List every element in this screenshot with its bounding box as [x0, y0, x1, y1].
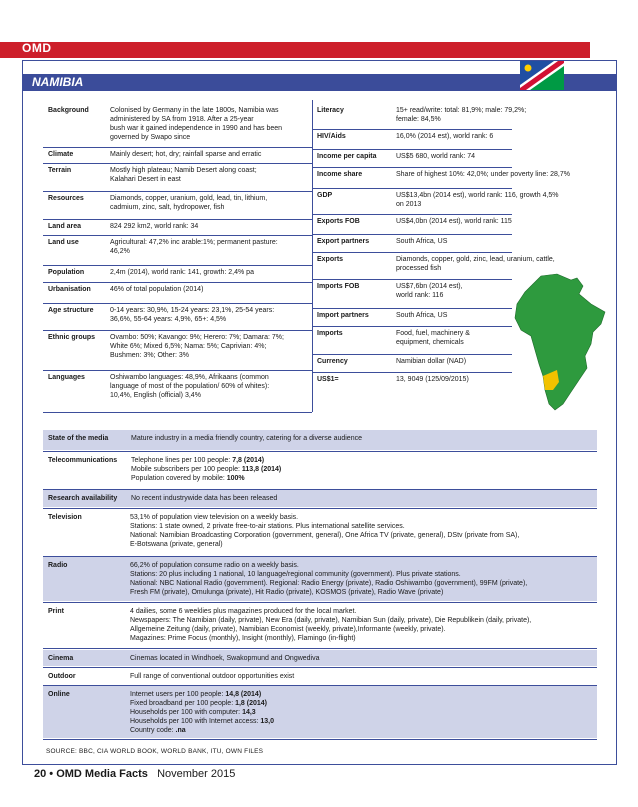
media-value: 66,2% of population consume radio on a weekly basis. Stations: 20 plus including 1 national, 10 language/regional community (government). Plus private stations. National: NBC National Radio (government). Regional: Radio Energy (private), Radio Oshiwambo (government), 99FM (private), Fresh FM (private), Omulunga (private), Hit Radio (private), KOSMOS (private), Radio Wave (private): [130, 562, 528, 596]
left-table-label: Urbanisation: [48, 286, 91, 293]
right-table-value: US$4,0bn (2014 est), world rank: 115: [396, 218, 512, 225]
left-table-label: Land area: [48, 223, 82, 230]
right-table-value: Food, fuel, machinery & equipment, chemicals: [396, 330, 470, 346]
right-table-label: GDP: [317, 192, 333, 199]
media-value: [131, 456, 596, 483]
page-footer: [34, 768, 235, 780]
row-divider: [312, 167, 512, 168]
media-line-label: Households per 100 with computer:: [130, 709, 243, 716]
row-divider: [43, 303, 312, 304]
media-line-value: 7,8 (2014): [232, 457, 265, 464]
left-table-label: Terrain: [48, 167, 72, 174]
left-table-label: Population: [48, 269, 85, 276]
media-label: Research availability: [48, 495, 118, 502]
left-table-value: Mostly high plateau; Namib Desert along coast; Kalahari Desert in east: [110, 167, 257, 183]
left-table-value: 46% of total population (2014): [110, 286, 204, 293]
country-title: NAMIBIA: [32, 75, 84, 89]
left-table-value: Colonised by Germany in the late 1800s, Namibia was administered by SA from 1918. After a 25-year bush war it gained independence in 1990 and has been governed by Swapo since: [110, 107, 283, 141]
namibia-flag-icon: [520, 61, 564, 90]
right-table-value: 16,0% (2014 est), world rank: 6: [396, 133, 494, 140]
media-line-value: .na: [175, 727, 186, 734]
media-label: Telecommunications: [48, 457, 118, 464]
row-divider: [312, 372, 512, 373]
right-table-label: Export partners: [317, 238, 370, 245]
row-divider: [43, 147, 312, 148]
row-divider: [43, 648, 597, 649]
row-divider: [312, 188, 512, 189]
left-table-label: Background: [48, 107, 89, 114]
right-table-value: Share of highest 10%: 42,0%; under poverty line: 28,7%: [396, 171, 570, 178]
right-table-value: 13, 9049 (125/09/2015): [396, 376, 469, 383]
media-line-label: Population covered by mobile:: [131, 475, 227, 482]
column-divider: [312, 100, 313, 412]
media-line-label: Mobile subscribers per 100 people:: [131, 466, 242, 473]
right-table-label: Literacy: [317, 107, 344, 114]
media-line-label: Country code:: [130, 727, 176, 734]
media-line-value: 14,8 (2014): [225, 691, 262, 698]
left-table-label: Ethnic groups: [48, 334, 96, 341]
row-divider: [312, 354, 512, 355]
right-table-label: US$1=: [317, 376, 339, 383]
media-line-label: Households per 100 with Internet access:: [130, 718, 261, 725]
right-table-label: Income share: [317, 171, 363, 178]
row-divider: [43, 739, 597, 740]
right-table-value: US$13,4bn (2014 est), world rank: 116, growth 4,5% on 2013: [396, 192, 559, 208]
media-label: State of the media: [48, 435, 109, 442]
right-table-value: 15+ read/write: total: 81,9%; male: 79,2%; female: 84,5%: [396, 107, 527, 123]
right-table-value: US$5 680, world rank: 74: [396, 153, 475, 160]
row-divider: [312, 252, 512, 253]
row-divider: [312, 308, 512, 309]
media-value: 53,1% of population view television on a weekly basis. Stations: 1 state owned, 2 private free-to-air stations. Plus international satellite services. National: Namibian Broadcasting Corporation (government, general), One Africa TV (private, general), DStv (private from SA), E-Botswana (private, general): [130, 514, 520, 548]
row-divider: [312, 279, 512, 280]
left-table-value: 0-14 years: 30,9%, 15-24 years: 23,1%, 25-54 years: 36,6%, 55-64 years: 4,9%, 65+: 4,5%: [110, 307, 275, 323]
right-table-label: Exports FOB: [317, 218, 360, 225]
row-divider: [43, 191, 312, 192]
media-line-label: Internet users per 100 people:: [130, 691, 226, 698]
source-note: SOURCE: BBC, CIA WORLD BOOK, WORLD BANK, ITU, OWN FILES: [46, 748, 264, 755]
right-table-value: Diamonds, copper, gold, zinc, lead, uranium, cattle, processed fish: [396, 256, 555, 272]
row-divider: [43, 163, 312, 164]
row-divider: [312, 149, 512, 150]
left-table-label: Land use: [48, 239, 79, 246]
media-label: Online: [48, 691, 70, 698]
right-table-label: Income per capita: [317, 153, 377, 160]
right-table-value: US$7,6bn (2014 est), world rank: 116: [396, 283, 463, 299]
brand-label: OMD: [22, 41, 52, 55]
left-table-label: Age structure: [48, 307, 94, 314]
row-divider: [43, 412, 312, 413]
row-divider: [43, 235, 312, 236]
footer-date: November 2015: [157, 768, 236, 780]
right-table-label: Exports: [317, 256, 344, 263]
row-divider: [312, 326, 512, 327]
right-table-label: Imports: [317, 330, 343, 337]
right-table-value: Namibian dollar (NAD): [396, 358, 467, 365]
africa-map-icon: [513, 272, 609, 417]
row-divider: [43, 265, 312, 266]
right-table-label: Imports FOB: [317, 283, 360, 290]
media-label: Print: [48, 608, 64, 615]
left-table-value: 2,4m (2014), world rank: 141, growth: 2,4% pa: [110, 269, 254, 276]
media-line-label: Fixed broadband per 100 people:: [130, 700, 236, 707]
left-table-label: Languages: [48, 374, 85, 381]
row-divider: [312, 214, 512, 215]
media-line-value: 1,8 (2014): [235, 700, 268, 707]
left-table-label: Climate: [48, 151, 74, 158]
right-table-label: HIV/Aids: [317, 133, 346, 140]
right-table-value: South Africa, US: [396, 312, 448, 319]
row-divider: [43, 370, 312, 371]
media-line-label: Telephone lines per 100 people:: [131, 457, 233, 464]
media-label: Cinema: [48, 655, 74, 662]
left-table-value: 824 292 km2, world rank: 34: [110, 223, 199, 230]
row-divider: [312, 234, 512, 235]
left-table-value: Ovambo: 50%; Kavango: 9%; Herero: 7%; Damara: 7%; White 6%; Mixed 6,5%; Nama: 5%; Caprivian: 4%; Bushmen: 3%; Other: 3%: [110, 334, 284, 359]
left-table-label: Resources: [48, 195, 84, 202]
media-line-value: 113,8 (2014): [241, 466, 282, 473]
row-divider: [43, 330, 312, 331]
left-table-value: Oshiwambo languages: 48,9%, Afrikaans (common language of most of the population/ 60% of whites): 10,4%, English (official) 3,4%: [110, 374, 270, 399]
media-value: No recent industrywide data has been released: [131, 495, 278, 502]
media-label: Television: [48, 514, 82, 521]
footer-page: 20 • OMD Media Facts: [34, 768, 148, 780]
right-table-value: South Africa, US: [396, 238, 448, 245]
left-table-value: Agricultural: 47,2% inc arable:1%; permanent pasture: 46,2%: [110, 239, 278, 255]
media-value: Mature industry in a media friendly country, catering for a diverse audience: [131, 435, 362, 442]
media-value: Cinemas located in Windhoek, Swakopmund and Ongwediva: [130, 655, 320, 662]
row-divider: [43, 219, 312, 220]
media-line-value: 14,3: [242, 709, 256, 716]
media-label: Radio: [48, 562, 68, 569]
left-table-value: Mainly desert; hot, dry; rainfall sparse and erratic: [110, 151, 262, 158]
right-table-label: Import partners: [317, 312, 369, 319]
right-table-label: Currency: [317, 358, 348, 365]
media-line-value: 100%: [226, 475, 245, 482]
media-value: Full range of conventional outdoor opportunities exist: [130, 673, 295, 680]
media-label: Outdoor: [48, 673, 76, 680]
media-line-value: 13,0: [260, 718, 274, 725]
left-table-value: Diamonds, copper, uranium, gold, lead, tin, lithium, cadmium, zinc, salt, hydropower, fish: [110, 195, 268, 211]
omd-strip: [0, 42, 590, 58]
media-value: 4 dailies, some 6 weeklies plus magazines produced for the local market. Newspapers: The Namibian (daily, private), New Era (daily, private), Namibian Sun (daily, private), Die Republikein (daily, private), Allgemeine Zeitung (daily, private), Namibian Economist (weekly, private),Informante (weekly, private). Magazines: Prime Focus (monthly), Insight (monthly), Flamingo (in-flight): [130, 608, 532, 642]
row-divider: [43, 282, 312, 283]
media-value: [130, 690, 595, 735]
row-divider: [312, 129, 512, 130]
